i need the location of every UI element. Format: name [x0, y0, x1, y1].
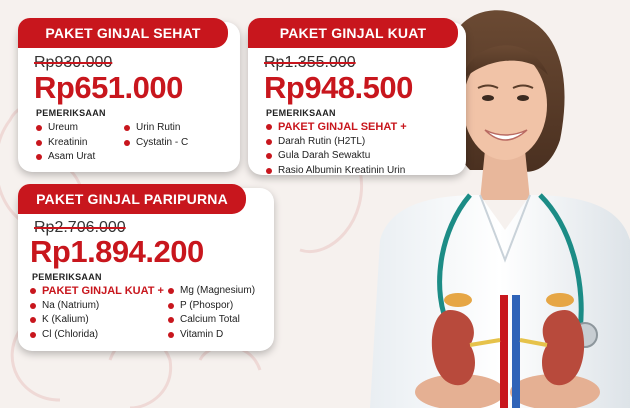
list-item: Mg (Magnesium)	[166, 284, 255, 299]
bullet-icon	[30, 303, 36, 309]
exam-label-kuat: PEMERIKSAAN	[266, 108, 336, 118]
bullet-icon	[168, 317, 174, 323]
package-card-paripurna[interactable]	[18, 188, 274, 351]
list-item: Cystatin - C	[122, 136, 188, 151]
exam-list-sehat-col2	[122, 121, 188, 150]
list-item: Vitamin D	[166, 328, 255, 343]
bullet-icon	[266, 153, 272, 159]
new-price-kuat: Rp948.500	[264, 70, 413, 105]
list-item: Rasio Albumin Kreatinin Urin	[264, 164, 407, 179]
card-title-paripurna: PAKET GINJAL PARIPURNA	[18, 184, 246, 214]
bullet-icon	[36, 125, 42, 131]
list-item: Ureum	[34, 121, 95, 136]
bullet-icon	[30, 288, 36, 294]
list-item: Darah Rutin (H2TL)	[264, 135, 407, 150]
list-item: PAKET GINJAL KUAT +	[28, 284, 164, 299]
list-item: K (Kalium)	[28, 313, 164, 328]
package-card-sehat[interactable]	[18, 22, 240, 172]
new-price-sehat: Rp651.000	[34, 70, 183, 105]
bullet-icon	[124, 125, 130, 131]
bullet-icon	[124, 140, 130, 146]
bullet-icon	[168, 332, 174, 338]
list-item: Calcium Total	[166, 313, 255, 328]
bullet-icon	[168, 288, 174, 294]
exam-list-paripurna-col2	[166, 284, 255, 342]
bullet-icon	[168, 303, 174, 309]
bullet-icon	[36, 154, 42, 160]
old-price-sehat: Rp930.000	[34, 54, 113, 71]
list-item: Asam Urat	[34, 150, 95, 165]
package-card-kuat[interactable]	[248, 22, 466, 175]
list-item: PAKET GINJAL SEHAT +	[264, 120, 407, 135]
bullet-icon	[36, 140, 42, 146]
bullet-icon	[266, 124, 272, 130]
list-item: Urin Rutin	[122, 121, 188, 136]
exam-list-kuat	[264, 120, 407, 178]
list-item: Cl (Chlorida)	[28, 328, 164, 343]
list-item: Na (Natrium)	[28, 299, 164, 314]
list-item: P (Phospor)	[166, 299, 255, 314]
old-price-paripurna: Rp2.706.000	[34, 219, 126, 236]
bullet-icon	[266, 139, 272, 145]
list-item: Kreatinin	[34, 136, 95, 151]
bullet-icon	[30, 332, 36, 338]
bullet-icon	[30, 317, 36, 323]
card-title-sehat: PAKET GINJAL SEHAT	[18, 18, 228, 48]
list-item: Gula Darah Sewaktu	[264, 149, 407, 164]
bullet-icon	[266, 168, 272, 174]
exam-list-paripurna-col1	[28, 284, 164, 342]
new-price-paripurna: Rp1.894.200	[30, 234, 204, 269]
exam-label-sehat: PEMERIKSAAN	[36, 108, 106, 118]
exam-list-sehat-col1	[34, 121, 95, 165]
card-title-kuat: PAKET GINJAL KUAT	[248, 18, 458, 48]
exam-label-paripurna: PEMERIKSAAN	[32, 272, 102, 282]
old-price-kuat: Rp1.355.000	[264, 54, 356, 71]
